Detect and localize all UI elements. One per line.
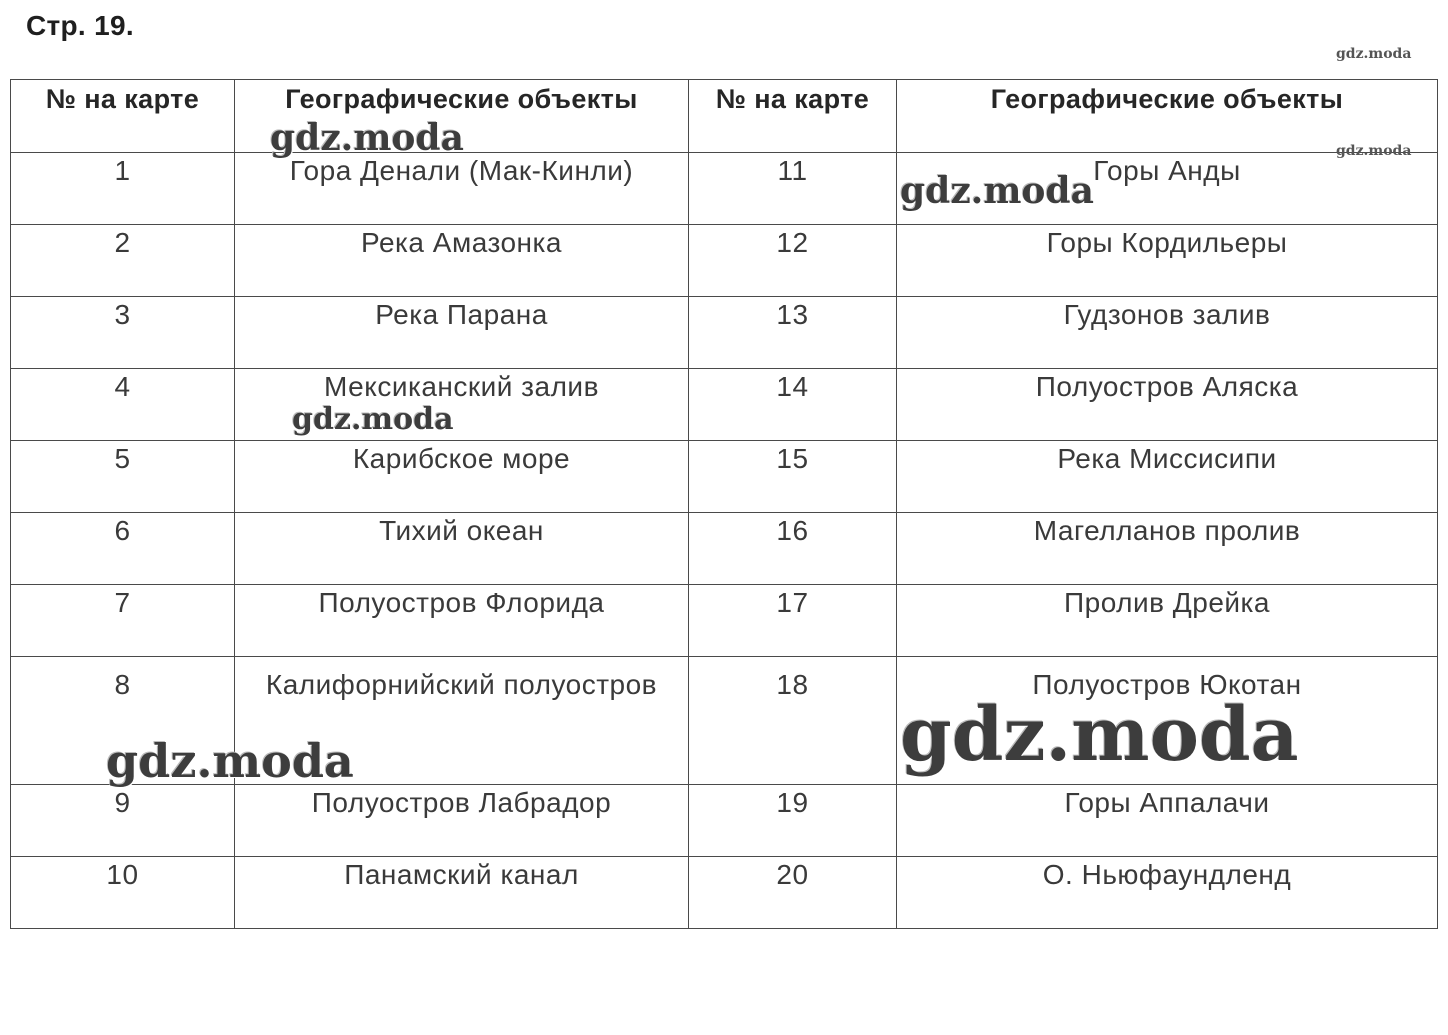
map-number-cell: 6 (11, 513, 235, 585)
watermark: gdz.moda (900, 170, 1094, 212)
geo-object-cell: Гора Денали (Мак-Кинли) (235, 153, 689, 225)
geo-object-cell: Мексиканский залив (235, 369, 689, 441)
table-header-row (11, 80, 1438, 153)
table-row (11, 785, 1438, 857)
geo-object-cell: Река Миссисипи (897, 441, 1438, 513)
map-number-cell: 1 (11, 153, 235, 225)
geo-object-cell: Тихий океан (235, 513, 689, 585)
table-row (11, 225, 1438, 297)
watermark: gdz.moda (270, 117, 464, 159)
watermark: gdz.moda (1336, 143, 1412, 159)
watermark: gdz.moda (106, 734, 354, 788)
geo-object-cell: Горы Аппалачи (897, 785, 1438, 857)
map-number-cell: 12 (689, 225, 897, 297)
table-row (11, 857, 1438, 929)
geo-object-cell: Магелланов пролив (897, 513, 1438, 585)
map-number-cell: 16 (689, 513, 897, 585)
map-number-cell: 15 (689, 441, 897, 513)
watermark: gdz.moda (1336, 46, 1412, 62)
table-row (11, 153, 1438, 225)
map-number-cell: 4 (11, 369, 235, 441)
map-number-cell: 20 (689, 857, 897, 929)
map-number-cell: 3 (11, 297, 235, 369)
map-number-cell: 10 (11, 857, 235, 929)
header-geo-objects-right: Географические объекты (897, 80, 1438, 153)
watermark: gdz.moda (292, 402, 454, 437)
geo-object-cell: Карибское море (235, 441, 689, 513)
geo-object-cell: Пролив Дрейка (897, 585, 1438, 657)
map-number-cell: 17 (689, 585, 897, 657)
map-number-cell: 19 (689, 785, 897, 857)
table-row (11, 297, 1438, 369)
geo-object-cell: О. Ньюфаундленд (897, 857, 1438, 929)
geo-object-cell: Горы Анды (897, 153, 1438, 225)
header-geo-objects-left: Географические объекты (235, 80, 689, 153)
geo-object-cell: Панамский канал (235, 857, 689, 929)
geo-object-cell: Река Парана (235, 297, 689, 369)
table-row (11, 513, 1438, 585)
table-row (11, 369, 1438, 441)
table-row (11, 585, 1438, 657)
header-map-number-left: № на карте (11, 80, 235, 153)
geo-object-cell: Река Амазонка (235, 225, 689, 297)
geo-object-cell: Полуостров Юкотан (897, 657, 1438, 785)
geo-object-cell: Гудзонов залив (897, 297, 1438, 369)
map-number-cell: 9 (11, 785, 235, 857)
geo-object-cell: Калифорнийский полуостров (235, 657, 689, 785)
table-row (11, 657, 1438, 785)
map-number-cell: 5 (11, 441, 235, 513)
map-number-cell: 11 (689, 153, 897, 225)
map-number-cell: 13 (689, 297, 897, 369)
watermark: gdz.moda (900, 692, 1299, 778)
header-map-number-right: № на карте (689, 80, 897, 153)
geo-object-cell: Полуостров Лабрадор (235, 785, 689, 857)
geo-object-cell: Горы Кордильеры (897, 225, 1438, 297)
table-row (11, 441, 1438, 513)
map-number-cell: 2 (11, 225, 235, 297)
geography-table (10, 79, 1438, 929)
map-number-cell: 14 (689, 369, 897, 441)
geo-object-cell: Полуостров Флорида (235, 585, 689, 657)
page-title: Стр. 19. (26, 10, 134, 41)
map-number-cell: 7 (11, 585, 235, 657)
geo-object-cell: Полуостров Аляска (897, 369, 1438, 441)
map-number-cell: 18 (689, 657, 897, 785)
map-number-cell: 8 (11, 657, 235, 785)
